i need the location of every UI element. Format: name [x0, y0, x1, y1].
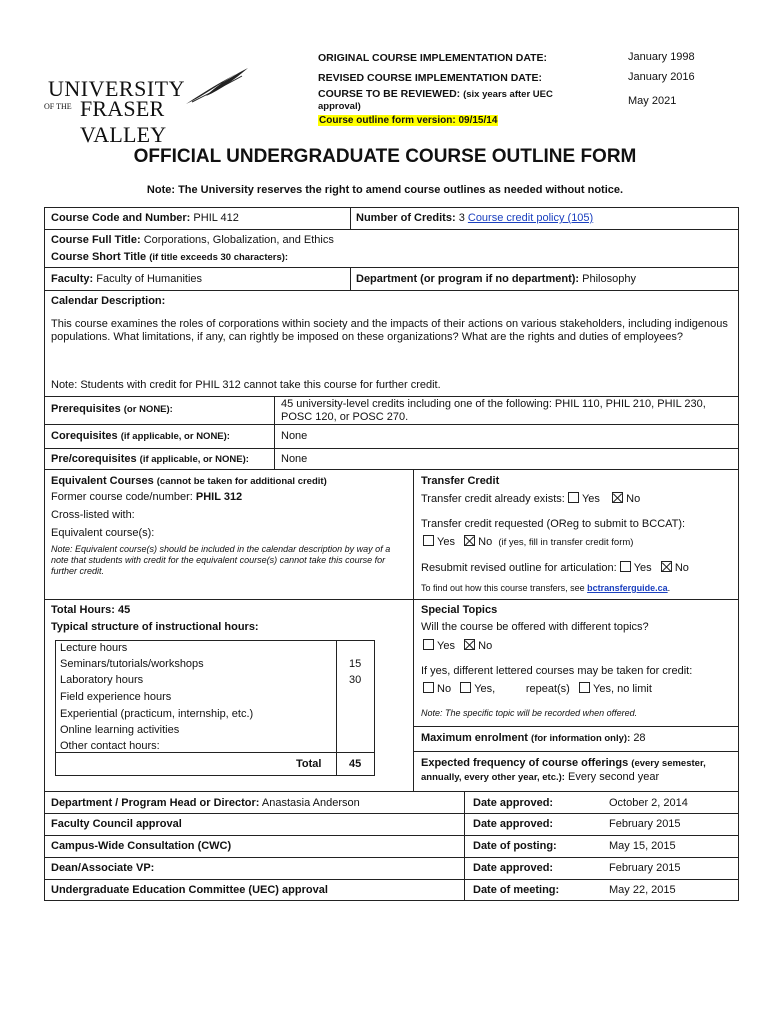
transfer-credit-label: Transfer Credit: [421, 475, 500, 487]
full-title-field: [51, 234, 334, 246]
approval-name[interactable]: Anastasia Anderson: [261, 797, 360, 809]
total-hours-value[interactable]: 45: [118, 604, 131, 616]
frequency-label-text: Expected frequency of course offerings: [421, 757, 629, 769]
frequency-label-note2: annually, every other year, etc.):: [421, 772, 565, 783]
credits-field: [356, 212, 593, 224]
find-out-text: To find out how this course transfers, see: [421, 583, 585, 593]
review-date-label: [318, 88, 553, 100]
page-title: OFFICIAL UNDERGRADUATE COURSE OUTLINE FORM: [133, 146, 637, 167]
total-hours-label: Total Hours:: [51, 604, 115, 616]
special-no-label: No: [478, 640, 493, 652]
hours-row-label: Seminars/tutorials/workshops: [60, 658, 204, 670]
equivalent-courses-label: [51, 475, 327, 487]
transfer-exists-yes-label: Yes: [581, 493, 600, 505]
approval-date-label: Date approved:: [473, 797, 554, 809]
equivalent-note: Note: Equivalent course(s) should be included in the calendar description by way of a note that students with credit for the equivalent course(s) cannot take this course for further credit.: [51, 544, 391, 576]
bctransfer-text: [421, 583, 670, 593]
review-label-bold: COURSE TO BE REVIEWED:: [318, 88, 461, 100]
full-title-label: Course Full Title:: [51, 234, 141, 246]
review-date-value: May 2021: [628, 95, 677, 107]
approval-cwc: Campus-Wide Consultation (CWC): [51, 840, 232, 852]
form-version: Course outline form version: 09/15/14: [319, 115, 498, 126]
approval-label: Department / Program Head or Director:: [51, 797, 260, 809]
approval-dean: Dean/Associate VP:: [51, 862, 155, 874]
amend-note: Note: The University reserves the right to amend course outlines as needed without notice.: [146, 184, 624, 196]
lettered-repeat-label: repeat(s): [525, 683, 570, 695]
logo-line2: FRASER VALLEY: [80, 96, 167, 147]
structure-label: Typical structure of instructional hours:: [51, 621, 259, 633]
original-date-value: January 1998: [628, 51, 695, 63]
university-logo: [44, 66, 254, 147]
approval-date-value[interactable]: May 22, 2015: [609, 884, 676, 896]
course-code-label: Course Code and Number:: [51, 212, 191, 224]
special-yes-checkbox[interactable]: [423, 639, 434, 650]
frequency-label-note: (every semester,: [631, 758, 706, 769]
equivalent-label-note: (cannot be taken for additional credit): [156, 476, 327, 487]
resubmit-no-checkbox[interactable]: [661, 561, 672, 572]
resubmit-row: [421, 561, 689, 574]
credit-policy-link[interactable]: Course credit policy (105): [467, 212, 594, 224]
frequency-label: [421, 757, 706, 769]
review-label-note2: approval): [318, 101, 361, 112]
transfer-requested-note: (if yes, fill in transfer credit form): [498, 537, 634, 548]
transfer-exists-no-label: No: [626, 493, 641, 505]
approval-date-label: Date approved:: [473, 862, 554, 874]
approval-dept-head: [51, 797, 360, 809]
transfer-requested-no-label: No: [478, 536, 493, 548]
prerequisites-label: [51, 403, 173, 415]
hours-row-label: Lecture hours: [60, 642, 128, 654]
former-course-label: Former course code/number:: [51, 491, 193, 503]
hours-row-label: Field experience hours: [60, 691, 172, 703]
hours-row-value[interactable]: 30: [349, 674, 362, 686]
lettered-nolimit-label: Yes, no limit: [593, 683, 652, 695]
original-date-label: ORIGINAL COURSE IMPLEMENTATION DATE:: [318, 52, 548, 64]
lettered-question: If yes, different lettered courses may be taken for credit:: [421, 665, 693, 677]
lettered-yes-label: Yes,: [474, 683, 496, 695]
precorequisites-label: [51, 453, 249, 465]
prereq-label-text: Prerequisites: [51, 403, 121, 415]
calendar-note: Note: Students with credit for PHIL 312 cannot take this course for further credit.: [51, 379, 441, 391]
lettered-no-checkbox[interactable]: [423, 682, 434, 693]
transfer-requested-row: [423, 535, 633, 548]
transfer-exists-row: [421, 492, 640, 505]
credits-label: Number of Credits:: [356, 212, 456, 224]
lettered-no-label: No: [437, 683, 452, 695]
special-no-checkbox[interactable]: [464, 639, 475, 650]
approval-date-label: Date of meeting:: [473, 884, 560, 896]
corequisites-label: [51, 430, 230, 442]
approval-uec: Undergraduate Education Committee (UEC) approval: [51, 884, 328, 896]
special-topic-note: Note: The specific topic will be recorded when offered.: [421, 708, 638, 718]
precorequisites-value[interactable]: None: [281, 453, 308, 465]
department-value[interactable]: Philosophy: [582, 273, 636, 285]
full-title-value[interactable]: Corporations, Globalization, and Ethics: [143, 234, 334, 246]
calendar-description[interactable]: This course examines the roles of corporations within society and the impacts of their actions on various stakeholders, including indigenous populations. What limitations, if any, can rightly be imposed on these organizations? What are the rights and duties of employees?: [51, 318, 728, 343]
coreq-label-note: (if applicable, or NONE):: [120, 431, 230, 442]
coreq-label-text: Corequisites: [51, 430, 118, 442]
transfer-requested-no-checkbox[interactable]: [464, 535, 475, 546]
hours-row-label: Laboratory hours: [60, 674, 144, 686]
transfer-requested-label: Transfer credit requested (OReg to submit to BCCAT):: [421, 518, 686, 530]
max-enrolment-label: Maximum enrolment: [421, 732, 528, 744]
calendar-label: Calendar Description:: [51, 295, 166, 307]
logo-line1: UNIVERSITY: [48, 76, 185, 101]
approval-date-value[interactable]: May 15, 2015: [609, 840, 676, 852]
transfer-exists-label: Transfer credit already exists:: [421, 493, 565, 505]
hours-row-label: Online learning activities: [60, 724, 180, 736]
course-code-field: [51, 212, 239, 224]
approval-date-label: Date approved:: [473, 818, 554, 830]
transfer-exists-no-checkbox[interactable]: [612, 492, 623, 503]
approval-date-value[interactable]: February 2015: [609, 862, 681, 874]
former-course-field: [51, 491, 242, 503]
faculty-value[interactable]: Faculty of Humanities: [96, 273, 203, 285]
short-title-note: (if title exceeds 30 characters):: [149, 252, 289, 263]
special-topics-question: Will the course be offered with different topics?: [421, 621, 649, 633]
former-course-value[interactable]: PHIL 312: [195, 491, 243, 503]
review-label-note: (six years after UEC: [463, 89, 553, 100]
hours-row-label: Experiential (practicum, internship, etc.): [60, 708, 254, 720]
course-code-value[interactable]: PHIL 412: [193, 212, 239, 224]
faculty-field: [51, 273, 202, 285]
revised-date-label: REVISED COURSE IMPLEMENTATION DATE:: [318, 72, 543, 84]
max-enrolment-value[interactable]: 28: [633, 732, 646, 744]
credits-value[interactable]: 3: [458, 212, 465, 224]
equivalent-courses-field[interactable]: Equivalent course(s):: [51, 527, 155, 539]
max-enrolment-note: (for information only):: [531, 733, 631, 744]
feather-icon: [184, 66, 250, 106]
hours-total-label: Total: [296, 758, 322, 770]
resubmit-label: Resubmit revised outline for articulation:: [421, 562, 617, 574]
find-out-end: .: [667, 583, 671, 593]
transfer-exists-yes-checkbox[interactable]: [568, 492, 579, 503]
hours-total-value[interactable]: 45: [349, 758, 362, 770]
lettered-yes-checkbox[interactable]: [460, 682, 471, 693]
cross-listed-label[interactable]: Cross-listed with:: [51, 509, 135, 521]
department-field: [356, 273, 636, 285]
resubmit-yes-checkbox[interactable]: [620, 561, 631, 572]
frequency-field: [421, 771, 659, 783]
frequency-value[interactable]: Every second year: [568, 771, 660, 783]
prereq-label-note: (or NONE):: [123, 404, 173, 415]
transfer-requested-yes-checkbox[interactable]: [423, 535, 434, 546]
lettered-nolimit-checkbox[interactable]: [579, 682, 590, 693]
precoreq-label-note: (if applicable, or NONE):: [139, 454, 249, 465]
hours-row-label: Other contact hours:: [60, 740, 160, 752]
approval-date-value[interactable]: February 2015: [609, 818, 681, 830]
bctransferguide-link[interactable]: bctransferguide.ca: [587, 583, 668, 593]
precoreq-label-text: Pre/corequisites: [51, 453, 137, 465]
total-hours-field: [51, 604, 130, 616]
hours-row-value[interactable]: 15: [349, 658, 362, 670]
revised-date-value: January 2016: [628, 71, 695, 83]
approval-date-value[interactable]: October 2, 2014: [609, 797, 688, 809]
transfer-requested-yes-label: Yes: [437, 536, 455, 548]
max-enrolment-field: [421, 732, 646, 744]
short-title-field: [51, 251, 288, 263]
department-label: Department (or program if no department):: [356, 273, 580, 285]
approval-date-label: Date of posting:: [473, 840, 557, 852]
approval-faculty-council: Faculty Council approval: [51, 818, 182, 830]
resubmit-no-label: No: [674, 562, 689, 574]
short-title-label: Course Short Title: [51, 251, 147, 263]
equivalent-label-text: Equivalent Courses: [51, 475, 154, 487]
special-topics-label: Special Topics: [421, 604, 498, 616]
lettered-row: [423, 682, 652, 695]
faculty-label: Faculty:: [51, 273, 94, 285]
corequisites-value[interactable]: None: [281, 430, 308, 442]
special-topics-row: [423, 639, 492, 652]
logo-line2-prefix: OF THE: [44, 102, 72, 111]
prerequisites-value[interactable]: 45 university-level credits including one of the following: PHIL 110, PHIL 210, PHIL 230, POSC 120, or POSC 270.: [281, 398, 706, 423]
special-yes-label: Yes: [437, 640, 455, 652]
resubmit-yes-label: Yes: [633, 562, 652, 574]
